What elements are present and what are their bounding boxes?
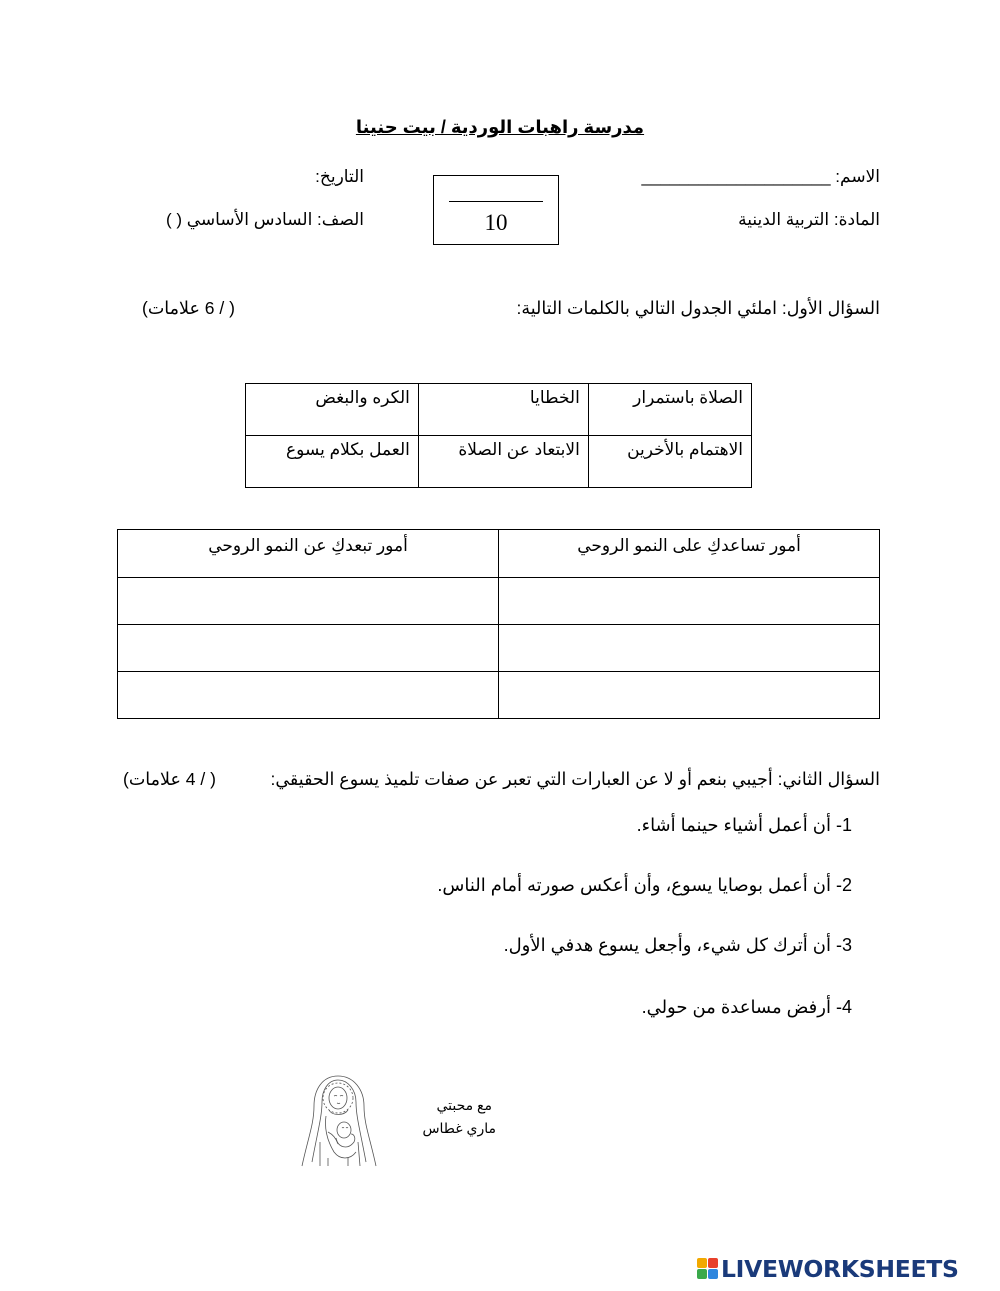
signature-name: ماري غطاس — [422, 1120, 496, 1136]
liveworksheets-logo — [697, 1255, 997, 1285]
word-bank-cell: العمل بكلام يسوع — [246, 436, 419, 488]
answer-row — [118, 578, 880, 625]
statement-item: 1- أن أعمل أشياء حينما أشاء. — [636, 815, 852, 835]
class-label: الصف: السادس الأساسي ( ) — [165, 210, 364, 229]
answer-cell-helps[interactable] — [499, 625, 880, 672]
score-box — [433, 175, 559, 245]
header-hinders-growth: أمور تبعدكِ عن النمو الروحي — [118, 530, 499, 578]
word-bank-cell: الابتعاد عن الصلاة — [418, 436, 588, 488]
word-bank-cell: الخطايا — [418, 384, 588, 436]
word-bank-cell: الاهتمام بالأخرين — [588, 436, 751, 488]
date-field-label: التاريخ: — [315, 167, 364, 186]
question2-title: السؤال الثاني: أجيبي بنعم أو لا عن العبارات التي تعبر عن صفات تلميذ يسوع الحقيقي: — [270, 769, 880, 789]
answer-cell-hinders[interactable] — [118, 672, 499, 719]
answer-row — [118, 625, 880, 672]
answer-cell-helps[interactable] — [499, 578, 880, 625]
question1-title: السؤال الأول: املئي الجدول التالي بالكلمات التالية: — [516, 298, 880, 318]
word-bank-table — [245, 383, 752, 488]
classification-table — [117, 529, 880, 719]
classification-header-row — [118, 530, 880, 578]
score-total: 10 — [484, 210, 508, 235]
statement-item: 2- أن أعمل بوصايا يسوع، وأن أعكس صورته أمام الناس. — [437, 875, 852, 895]
statement-item: 4- أرفض مساعدة من حولي. — [641, 997, 852, 1017]
header-helps-growth: أمور تساعدكِ على النمو الروحي — [499, 530, 880, 578]
logo-tiles-icon — [697, 1258, 719, 1280]
question1-marks: ( / 6 علامات) — [142, 298, 235, 318]
word-bank-row — [246, 384, 752, 436]
school-title: مدرسة راهبات الوردية / بيت حنينا — [355, 117, 645, 137]
question2-marks: ( / 4 علامات) — [123, 769, 216, 789]
subject-label: المادة: التربية الدينية — [738, 210, 880, 229]
word-bank-cell: الصلاة باستمرار — [588, 384, 751, 436]
statement-item: 3- أن أترك كل شيء، وأجعل يسوع هدفي الأول. — [503, 935, 852, 955]
answer-cell-hinders[interactable] — [118, 625, 499, 672]
madonna-child-icon — [298, 1072, 380, 1168]
answer-row — [118, 672, 880, 719]
answer-cell-hinders[interactable] — [118, 578, 499, 625]
answer-cell-helps[interactable] — [499, 672, 880, 719]
word-bank-cell: الكره والبغض — [246, 384, 419, 436]
signature-closing: مع محبتي — [436, 1097, 492, 1113]
score-blank-line — [449, 201, 543, 202]
name-field-label: الاسم: ____________________ — [641, 167, 880, 186]
logo-text: LIVEWORKSHEETS — [721, 1255, 959, 1283]
word-bank-row — [246, 436, 752, 488]
